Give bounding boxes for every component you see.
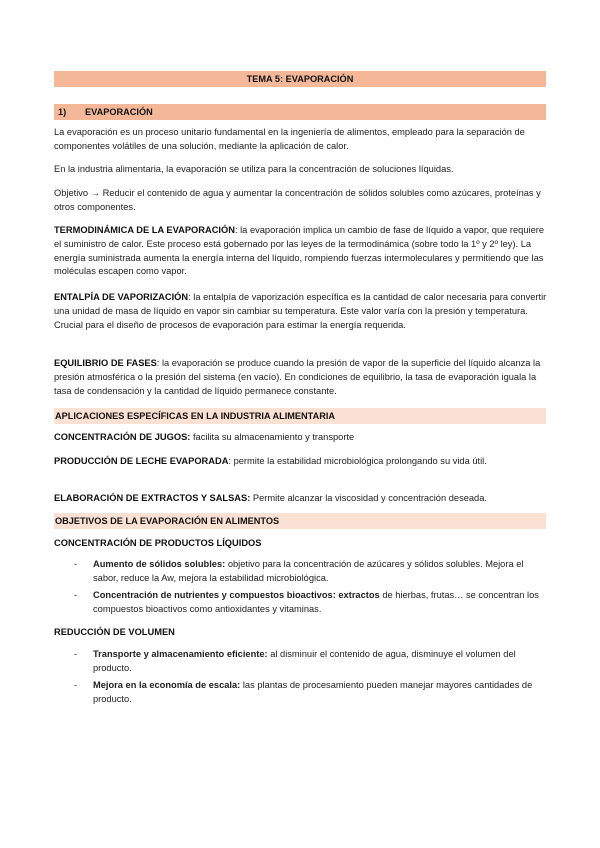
list-item — [74, 589, 548, 617]
equilibrium-text: : la evaporación se produce cuando la presión de vapor de la superficie del líquido alcanza la presión atmosférica o la presión del sistema (en vacío). En condiciones de equilibrio, la tasa de evaporación iguala la tasa de condensación y la cantidad de líquido permanece constante. — [54, 358, 541, 396]
concentration-heading: CONCENTRACIÓN DE PRODUCTOS LÍQUIDOS — [54, 538, 262, 548]
milk-text: : permite la estabilidad microbiológica prolongando su vida útil. — [228, 456, 487, 466]
extracts-paragraph — [54, 492, 548, 506]
list-item-text: de hierbas, frutas… se concentran los compuestos bioactivos como antioxidantes y vitaminas. — [93, 590, 539, 614]
thermodynamics-term: TERMODINÁMICA DE LA EVAPORACIÓN — [54, 225, 235, 235]
list-item-term: Mejora en la economía de escala: — [93, 680, 241, 690]
equilibrium-paragraph — [54, 357, 548, 398]
applications-band — [54, 408, 546, 424]
list-item-text: objetivo para la concentración de azúcares y sólidos solubles. Mejora el sabor, reduce la Aw, mejora la estabilidad microbiológica. — [93, 559, 524, 583]
intro-paragraph: La evaporación es un proceso unitario fundamental en la ingeniería de alimentos, empleado para la separación de componentes volátiles de una solución, mediante la aplicación de calor. — [54, 127, 525, 151]
list-item-text: al disminuir el contenido de agua, disminuye el volumen del producto. — [93, 649, 516, 673]
page-title: TEMA 5: EVAPORACIÓN — [246, 74, 354, 84]
equilibrium-term: EQUILIBRIO DE FASES — [54, 358, 157, 368]
section-number: 1) — [58, 107, 67, 117]
title-band — [54, 71, 546, 87]
list-item — [74, 648, 548, 676]
list-dash: - — [74, 559, 78, 569]
list-dash: - — [74, 649, 78, 659]
industry-paragraph: En la industria alimentaria, la evaporación se utiliza para la concentración de soluciones líquidas. — [54, 164, 454, 174]
thermodynamics-paragraph — [54, 224, 548, 279]
objectives-band — [54, 513, 546, 529]
section-1-band — [54, 104, 546, 120]
list-item — [74, 558, 548, 586]
applications-heading: APLICACIONES ESPECÍFICAS EN LA INDUSTRIA ALIMENTARIA — [55, 411, 336, 421]
volume-reduction-heading: REDUCCIÓN DE VOLUMEN — [54, 627, 175, 637]
list-dash: - — [74, 680, 78, 690]
objective-paragraph: Objetivo → Reducir el contenido de agua y aumentar la concentración de sólidos solubles como azúcares, proteínas y otros componentes. — [54, 188, 541, 212]
list-item — [74, 679, 548, 707]
milk-paragraph — [54, 455, 548, 469]
juice-text: facilita su almacenamiento y transporte — [190, 432, 355, 442]
section-title: EVAPORACIÓN — [85, 107, 153, 117]
enthalpy-text: : la entalpía de vaporización específica es la cantidad de calor necesaria para convertir una unidad de masa de líquido en vapor sin cambiar su temperatura. Este valor varía con la presión y temperatura. Crucial para el diseño de procesos de evaporación para estimar la energía requerida. — [54, 292, 547, 330]
extracts-text: Permite alcanzar la viscosidad y concentración deseada. — [250, 493, 487, 503]
list-dash: - — [74, 590, 78, 600]
enthalpy-paragraph — [54, 291, 548, 332]
juice-term: CONCENTRACIÓN DE JUGOS: — [54, 432, 191, 442]
milk-term: PRODUCCIÓN DE LECHE EVAPORADA — [54, 456, 229, 466]
list-item-text: las plantas de procesamiento pueden manejar mayores cantidades de producto. — [93, 680, 533, 704]
extracts-term: ELABORACIÓN DE EXTRACTOS Y SALSAS: — [54, 493, 251, 503]
list-item-term: Aumento de sólidos solubles: — [93, 559, 226, 569]
objectives-heading: OBJETIVOS DE LA EVAPORACIÓN EN ALIMENTOS — [55, 516, 280, 526]
juice-paragraph — [54, 431, 548, 445]
list-item-term: Transporte y almacenamiento eficiente: — [93, 649, 268, 659]
enthalpy-term: ENTALPÍA DE VAPORIZACIÓN — [54, 292, 189, 302]
thermodynamics-text: : la evaporación implica un cambio de fase de líquido a vapor, que requiere el suministro de calor. Este proceso está gobernado por las leyes de la termodinámica (sobre todo la 1º y 2º ley). La energía suministrada aumenta la energía interna del líquido, rompiendo fuerzas intermoleculares y permitiendo que las moléculas escapen como vapor. — [54, 225, 545, 277]
list-item-term: Concentración de nutrientes y compuestos bioactivos: extractos — [93, 590, 380, 600]
